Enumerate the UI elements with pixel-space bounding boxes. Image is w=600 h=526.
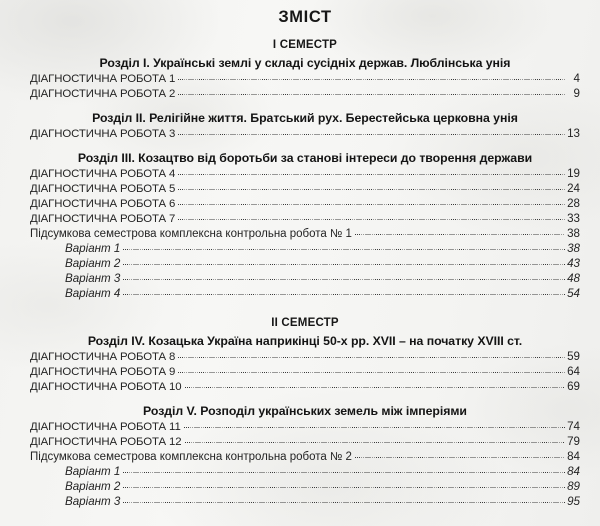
dot-leader [178, 166, 565, 177]
toc-entry-page-number: 43 [567, 257, 580, 270]
toc-entry-label: ДІАГНОСТИЧНА РОБОТА 3 [30, 128, 176, 140]
toc-entry-label: ДІАГНОСТИЧНА РОБОТА 6 [30, 198, 176, 210]
dot-leader [355, 449, 565, 460]
toc-entry-page-number: 38 [567, 227, 580, 240]
toc-entry-label: ДІАГНОСТИЧНА РОБОТА 10 [30, 381, 182, 393]
toc-entry[interactable] [30, 241, 580, 256]
toc-entry-page-number: 48 [567, 272, 580, 285]
dot-leader [184, 419, 565, 430]
part-title: Розділ V. Розподіл українських земель між імперіями [143, 404, 467, 418]
toc-entry-label: ДІАГНОСТИЧНА РОБОТА 2 [30, 88, 176, 100]
dot-leader [123, 479, 565, 490]
toc-entry-page-number: 74 [567, 420, 580, 433]
dot-leader [123, 256, 565, 267]
toc-entry[interactable] [30, 434, 580, 449]
toc-entry[interactable] [30, 71, 580, 86]
dot-leader [123, 286, 565, 297]
dot-leader [123, 271, 565, 282]
dot-leader [178, 71, 565, 82]
dot-leader [178, 86, 565, 97]
toc-entry-label: Підсумкова семестрова комплексна контрольна робота № 1 [30, 228, 352, 240]
toc-entry-page-number: 95 [567, 495, 580, 508]
toc-entry-page-number: 38 [567, 242, 580, 255]
toc-entry[interactable] [30, 196, 580, 211]
toc-entry-page-number: 69 [567, 380, 580, 393]
toc-entry[interactable] [30, 286, 580, 301]
toc-entry[interactable] [30, 256, 580, 271]
toc-entry[interactable] [30, 181, 580, 196]
semester-title: І СЕМЕСТР [272, 39, 338, 51]
part-title: Розділ ІІІ. Козацтво від боротьби за станові інтереси до творення держави [77, 151, 533, 165]
part-title: Розділ І. Українські землі у складі сусідніх держав. Люблінська унія [99, 56, 511, 70]
toc-entry[interactable] [30, 449, 580, 464]
dot-leader [185, 434, 565, 445]
toc-entry-page-number: 9 [573, 87, 580, 100]
dot-leader [178, 211, 565, 222]
toc-entry[interactable] [30, 364, 580, 379]
toc-entry-page-number: 84 [567, 450, 580, 463]
toc-entry[interactable] [30, 126, 580, 141]
toc-entry-label: Варіант 1 [65, 465, 121, 478]
toc-entry[interactable] [30, 349, 580, 364]
dot-leader [178, 364, 565, 375]
dot-leader [123, 494, 565, 505]
dot-leader [178, 181, 565, 192]
toc-entry-page-number: 4 [573, 72, 580, 85]
dot-leader [355, 226, 565, 237]
toc-entry[interactable] [30, 379, 580, 394]
toc-entry[interactable] [30, 494, 580, 509]
toc-entry[interactable] [30, 166, 580, 181]
toc-entry-page-number: 28 [567, 197, 580, 210]
dot-leader [178, 126, 565, 137]
toc-entry-page-number: 33 [567, 212, 580, 225]
toc-entry-page-number: 89 [567, 480, 580, 493]
toc-entry-label: ДІАГНОСТИЧНА РОБОТА 9 [30, 366, 176, 378]
dot-leader [123, 241, 565, 252]
part-title: Розділ IV. Козацька Україна наприкінці 50-х рр. XVII – на початку XVIII ст. [87, 334, 523, 348]
toc-body [30, 27, 580, 509]
toc-entry-label: Варіант 2 [65, 480, 121, 493]
page-title: ЗМІСТ [278, 8, 332, 26]
toc-entry-page-number: 13 [567, 127, 580, 140]
toc-entry[interactable] [30, 86, 580, 101]
toc-entry-label: ДІАГНОСТИЧНА РОБОТА 5 [30, 183, 176, 195]
toc-content [30, 0, 580, 509]
toc-entry-page-number: 24 [567, 182, 580, 195]
dot-leader [178, 349, 565, 360]
toc-entry-label: ДІАГНОСТИЧНА РОБОТА 11 [30, 421, 181, 433]
dot-leader [185, 379, 565, 390]
toc-entry[interactable] [30, 419, 580, 434]
toc-entry-label: ДІАГНОСТИЧНА РОБОТА 12 [30, 436, 182, 448]
toc-entry[interactable] [30, 271, 580, 286]
toc-entry[interactable] [30, 226, 580, 241]
toc-entry-label: Варіант 3 [65, 495, 121, 508]
toc-entry-label: Варіант 4 [65, 287, 121, 300]
toc-entry-page-number: 54 [567, 287, 580, 300]
toc-entry-label: ДІАГНОСТИЧНА РОБОТА 8 [30, 351, 176, 363]
toc-entry[interactable] [30, 464, 580, 479]
toc-entry-page-number: 79 [567, 435, 580, 448]
dot-leader [123, 464, 565, 475]
toc-entry-label: Варіант 2 [65, 257, 121, 270]
toc-entry-page-number: 19 [567, 167, 580, 180]
part-title: Розділ ІІ. Релігійне життя. Братський рух. Берестейська церковна унія [92, 111, 518, 125]
toc-entry-label: Варіант 3 [65, 272, 121, 285]
toc-entry-page-number: 84 [567, 465, 580, 478]
toc-entry-page-number: 59 [567, 350, 580, 363]
dot-leader [178, 196, 565, 207]
toc-entry[interactable] [30, 479, 580, 494]
toc-entry[interactable] [30, 211, 580, 226]
toc-entry-page-number: 64 [567, 365, 580, 378]
toc-entry-label: ДІАГНОСТИЧНА РОБОТА 1 [30, 73, 176, 85]
toc-entry-label: Варіант 1 [65, 242, 121, 255]
toc-entry-label: ДІАГНОСТИЧНА РОБОТА 4 [30, 168, 176, 180]
toc-entry-label: ДІАГНОСТИЧНА РОБОТА 7 [30, 213, 176, 225]
semester-title: ІІ СЕМЕСТР [271, 317, 339, 329]
toc-entry-label: Підсумкова семестрова комплексна контрольна робота № 2 [30, 451, 352, 463]
